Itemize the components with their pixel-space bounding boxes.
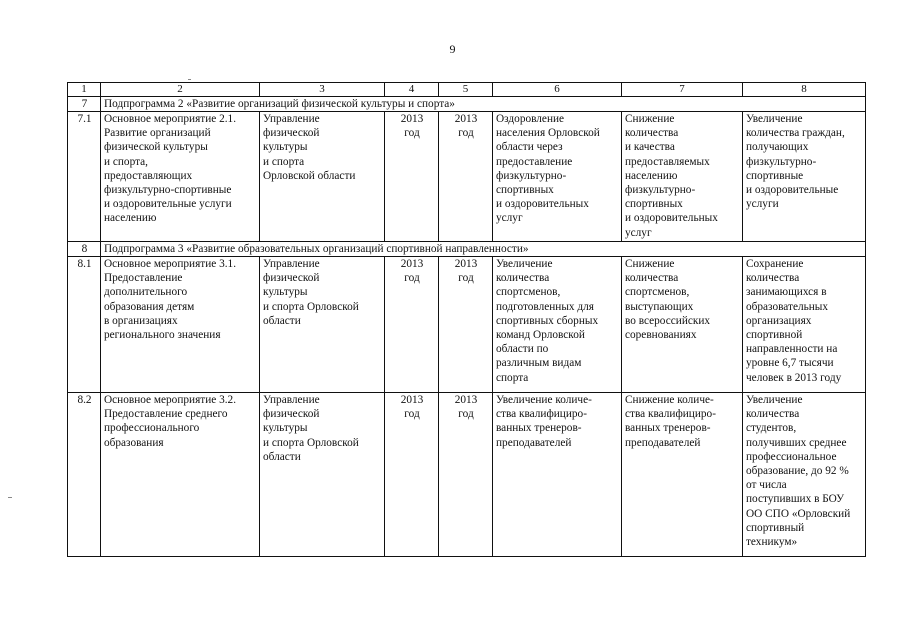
cell-line: направленности на (746, 343, 838, 356)
scan-mark (188, 79, 191, 80)
cell-line: уровне 6,7 тысячи (746, 357, 834, 370)
cell-line: Развитие организаций (104, 127, 211, 140)
column-header-2: 2 (101, 83, 260, 97)
cell-line: области (263, 314, 301, 327)
cell-line: различным видам (496, 357, 582, 370)
cell-line: физической (263, 408, 320, 421)
cell-line: Увеличение количе- (496, 394, 592, 406)
cell-line: Управление (263, 394, 320, 406)
table-row (68, 393, 866, 557)
cell-line: Увеличение (746, 113, 803, 125)
cell-line: получивших среднее (746, 436, 847, 449)
cell-line: Сохранение (746, 258, 804, 270)
cell-line: количества (746, 408, 800, 421)
cell-line: 2013 (400, 258, 424, 270)
cell-line: студентов, (746, 422, 797, 435)
cell-line: спортивный (746, 521, 805, 534)
cell-line: физкультурно-спортивные (104, 184, 232, 197)
cell-line: во всероссийских (625, 314, 711, 327)
cell-line: год (404, 408, 420, 421)
cell-line: количества (496, 272, 550, 285)
section-row (68, 97, 866, 112)
cell-line: Снижение (625, 113, 675, 125)
executor-cell (260, 112, 385, 242)
cell-line: спортивные (746, 169, 804, 182)
column-header-1: 1 (68, 83, 101, 97)
cell-line: образования (104, 436, 164, 449)
cell-line: регионального значения (104, 329, 221, 342)
row-number: 8.1 (68, 257, 101, 393)
scan-mark (8, 497, 12, 498)
link-cell (743, 393, 866, 557)
cell-line: Снижение количе- (625, 394, 714, 406)
section-number: 8 (68, 242, 101, 257)
cell-line: Управление (263, 113, 320, 125)
cell-line: год (458, 408, 474, 421)
cell-line: год (404, 127, 420, 140)
cell-line: и спорта, (104, 155, 148, 168)
cell-line: поступивших в БОУ (746, 493, 845, 506)
cell-line: год (458, 127, 474, 140)
cell-line: человек в 2013 году (746, 371, 842, 384)
cell-line: ства квалифициро- (625, 408, 716, 421)
cell-line: населению (625, 169, 678, 182)
end-cell (439, 112, 493, 242)
consequences-cell (622, 393, 743, 557)
cell-line: подготовленных для (496, 300, 594, 313)
consequences-cell (622, 112, 743, 242)
table-header-row (68, 83, 866, 97)
cell-line: организациях (746, 314, 812, 327)
cell-line: образования детям (104, 300, 195, 313)
cell-line: физической (263, 272, 320, 285)
cell-line: выступающих (625, 300, 694, 313)
cell-line: соревнованиях (625, 329, 697, 342)
cell-line: получающих (746, 141, 809, 154)
cell-line: 2013 (454, 258, 478, 270)
cell-line: Основное мероприятие 3.1. (104, 258, 237, 270)
section-title: Подпрограмма 2 «Развитие организаций физической культуры и спорта» (101, 97, 866, 112)
cell-line: услуг (496, 212, 523, 225)
cell-line: предоставляющих (104, 169, 193, 182)
cell-line: преподавателей (496, 436, 572, 449)
link-cell (743, 112, 866, 242)
cell-line: населению (104, 212, 157, 225)
cell-line: Управление (263, 258, 320, 270)
executor-cell (260, 257, 385, 393)
cell-line: год (404, 272, 420, 285)
cell-line: количества (625, 272, 679, 285)
cell-line: спортсменов, (496, 286, 561, 299)
cell-line: области через (496, 141, 563, 154)
cell-line: техникум» (746, 536, 798, 549)
cell-line: количества (625, 127, 679, 140)
result-cell (493, 393, 622, 557)
cell-line: спортивных (625, 198, 683, 211)
cell-line: культуры (263, 286, 308, 299)
cell-line: Орловской области (263, 169, 356, 182)
cell-line: предоставляемых (625, 155, 710, 168)
cell-line: от числа (746, 479, 787, 492)
cell-line: команд Орловской (496, 329, 585, 342)
column-header-7: 7 (622, 83, 743, 97)
cell-line: физической культуры (104, 141, 208, 154)
end-cell (439, 257, 493, 393)
cell-line: Предоставление (104, 272, 183, 285)
start-cell (385, 112, 439, 242)
cell-line: образование, до 92 % (746, 465, 849, 478)
column-header-5: 5 (439, 83, 493, 97)
cell-line: и спорта Орловской (263, 300, 359, 313)
cell-line: физической (263, 127, 320, 140)
cell-line: спортивной (746, 329, 803, 342)
cell-line: услуги (746, 198, 779, 211)
cell-line: и оздоровительных (496, 198, 589, 211)
cell-line: и оздоровительные (746, 184, 839, 197)
row-number: 7.1 (68, 112, 101, 242)
cell-line: Оздоровление (496, 113, 565, 125)
cell-line: спортивных сборных (496, 314, 599, 327)
cell-line: количества граждан, (746, 127, 845, 140)
result-cell (493, 112, 622, 242)
page-number: 9 (449, 42, 456, 56)
cell-line: предоставление (496, 155, 573, 168)
executor-cell (260, 393, 385, 557)
section-title: Подпрограмма 3 «Развитие образовательных организаций спортивной направленности» (101, 242, 866, 257)
cell-line: Основное мероприятие 3.2. (104, 394, 237, 406)
cell-line: год (458, 272, 474, 285)
cell-line: культуры (263, 422, 308, 435)
cell-line: дополнительного (104, 286, 188, 299)
cell-line: количества (746, 272, 800, 285)
cell-line: спорта (496, 371, 529, 384)
link-cell (743, 257, 866, 393)
cell-line: спортсменов, (625, 286, 690, 299)
row-number: 8.2 (68, 393, 101, 557)
cell-line: Увеличение (496, 258, 553, 270)
start-cell (385, 393, 439, 557)
end-cell (439, 393, 493, 557)
cell-line: ства квалифициро- (496, 408, 587, 421)
cell-line: преподавателей (625, 436, 701, 449)
cell-line: спортивных (496, 184, 554, 197)
cell-line: в организациях (104, 314, 178, 327)
cell-line: Предоставление среднего (104, 408, 228, 421)
cell-line: 2013 (454, 113, 478, 125)
cell-line: культуры (263, 141, 308, 154)
cell-line: и качества (625, 141, 675, 154)
section-number: 7 (68, 97, 101, 112)
event-cell (101, 393, 260, 557)
start-cell (385, 257, 439, 393)
cell-line: образовательных (746, 300, 829, 313)
program-table (67, 82, 866, 557)
table-row (68, 257, 866, 393)
cell-line: Увеличение (746, 394, 803, 406)
section-row (68, 242, 866, 257)
result-cell (493, 257, 622, 393)
cell-line: ванных тренеров- (625, 422, 711, 435)
cell-line: физкультурно- (746, 155, 817, 168)
cell-line: услуг (625, 226, 652, 239)
column-header-6: 6 (493, 83, 622, 97)
cell-line: Основное мероприятие 2.1. (104, 113, 237, 125)
cell-line: 2013 (454, 394, 478, 406)
cell-line: ОО СПО «Орловский (746, 507, 851, 520)
cell-line: 2013 (400, 113, 424, 125)
cell-line: и спорта Орловской (263, 436, 359, 449)
column-header-8: 8 (743, 83, 866, 97)
cell-line: и оздоровительные услуги (104, 198, 232, 211)
cell-line: занимающихся в (746, 286, 827, 299)
cell-line: физкультурно- (625, 184, 696, 197)
cell-line: и оздоровительных (625, 212, 718, 225)
column-header-3: 3 (260, 83, 385, 97)
cell-line: Снижение (625, 258, 675, 270)
cell-line: области (263, 450, 301, 463)
cell-line: ванных тренеров- (496, 422, 582, 435)
event-cell (101, 257, 260, 393)
cell-line: 2013 (400, 394, 424, 406)
cell-line: профессионального (104, 422, 200, 435)
cell-line: населения Орловской (496, 127, 600, 140)
table-row (68, 112, 866, 242)
cell-line: профессиональное (746, 450, 837, 463)
event-cell (101, 112, 260, 242)
cell-line: и спорта (263, 155, 305, 168)
cell-line: области по (496, 343, 549, 356)
cell-line: физкультурно- (496, 169, 567, 182)
consequences-cell (622, 257, 743, 393)
column-header-4: 4 (385, 83, 439, 97)
